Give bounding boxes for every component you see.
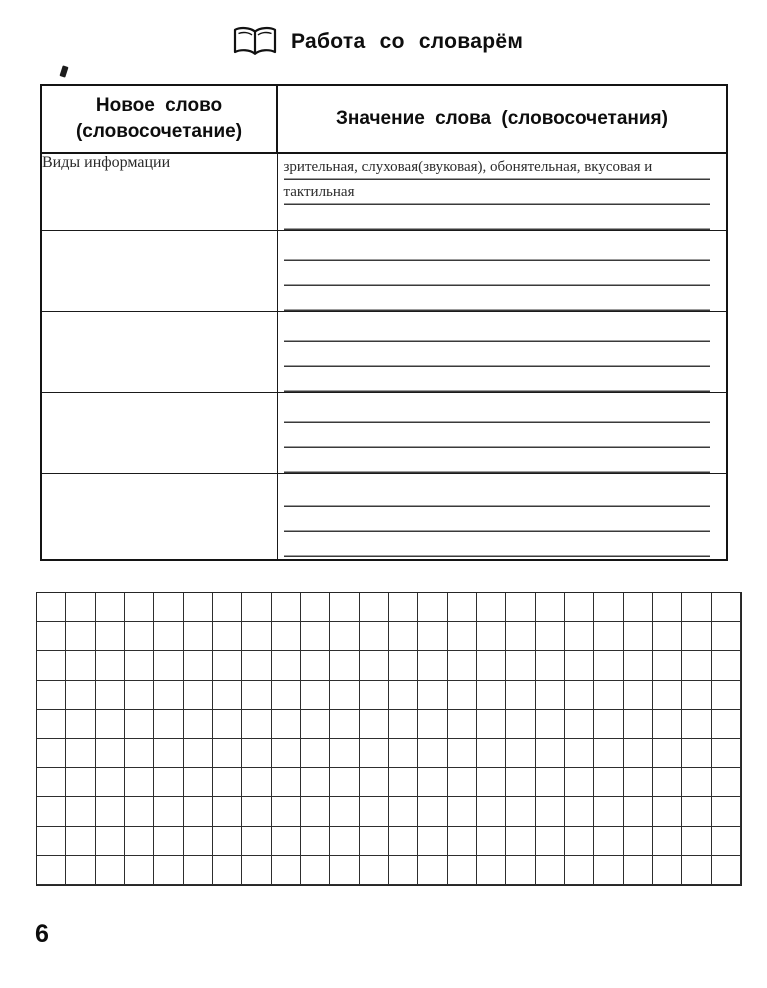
grid-cell <box>594 797 623 826</box>
grid-cell <box>242 622 271 651</box>
grid-cell <box>506 768 535 797</box>
grid-cell <box>37 768 66 797</box>
dictionary-table <box>40 84 728 561</box>
grid-cell <box>477 797 506 826</box>
grid-cell <box>418 651 447 680</box>
grid-cell <box>712 827 741 856</box>
grid-cell <box>66 593 95 622</box>
table-header-row <box>41 85 727 153</box>
squared-grid <box>36 592 742 886</box>
grid-cell <box>360 768 389 797</box>
grid-cell <box>594 622 623 651</box>
grid-cell <box>653 710 682 739</box>
grid-cell <box>301 593 330 622</box>
grid-cell <box>96 739 125 768</box>
grid-cell <box>682 797 711 826</box>
grid-cell <box>653 827 682 856</box>
grid-cell <box>272 681 301 710</box>
grid-cell <box>330 797 359 826</box>
grid-cell <box>682 651 711 680</box>
grid-cell <box>448 710 477 739</box>
grid-cell <box>624 768 653 797</box>
grid-cell <box>66 681 95 710</box>
grid-cell <box>506 856 535 885</box>
grid-cell <box>565 681 594 710</box>
grid-cell <box>330 827 359 856</box>
meaning-cell <box>277 153 727 231</box>
grid-cell <box>418 768 447 797</box>
grid-cell <box>594 768 623 797</box>
grid-cell <box>96 827 125 856</box>
meaning-cell <box>277 312 727 393</box>
grid-cell <box>37 593 66 622</box>
grid-cell <box>213 827 242 856</box>
grid-cell <box>213 797 242 826</box>
grid-cell <box>66 856 95 885</box>
grid-cell <box>682 681 711 710</box>
grid-cell <box>448 739 477 768</box>
grid-cell <box>360 593 389 622</box>
grid-cell <box>213 710 242 739</box>
grid-cell <box>37 622 66 651</box>
grid-cell <box>536 593 565 622</box>
grid-cell <box>213 681 242 710</box>
grid-cell <box>242 827 271 856</box>
grid-cell <box>712 797 741 826</box>
grid-cell <box>653 856 682 885</box>
grid-cell <box>272 651 301 680</box>
grid-cell <box>448 768 477 797</box>
grid-cell <box>506 710 535 739</box>
grid-cell <box>37 710 66 739</box>
grid-cell <box>330 710 359 739</box>
grid-cell <box>301 827 330 856</box>
grid-cell <box>536 827 565 856</box>
grid-cell <box>37 739 66 768</box>
grid-cell <box>506 651 535 680</box>
grid-cell <box>448 651 477 680</box>
grid-cell <box>418 622 447 651</box>
grid-cell <box>125 681 154 710</box>
grid-cell <box>301 797 330 826</box>
grid-cell <box>184 622 213 651</box>
grid-cell <box>272 739 301 768</box>
grid-cell <box>448 593 477 622</box>
grid-cell <box>712 681 741 710</box>
page-number: 6 <box>35 920 49 948</box>
blank-write-lines <box>284 236 711 311</box>
grid-cell <box>624 593 653 622</box>
grid-cell <box>360 710 389 739</box>
grid-cell <box>330 739 359 768</box>
grid-cell <box>506 681 535 710</box>
grid-cell <box>653 681 682 710</box>
grid-cell <box>653 651 682 680</box>
grid-cell <box>154 768 183 797</box>
grid-cell <box>330 856 359 885</box>
grid-cell <box>448 856 477 885</box>
grid-cell <box>125 622 154 651</box>
grid-cell <box>594 827 623 856</box>
grid-cell <box>682 710 711 739</box>
grid-cell <box>712 739 741 768</box>
grid-cell <box>389 768 418 797</box>
grid-cell <box>594 856 623 885</box>
grid-cell <box>682 622 711 651</box>
grid-cell <box>154 710 183 739</box>
grid-cell <box>389 710 418 739</box>
grid-cell <box>154 651 183 680</box>
grid-cell <box>184 681 213 710</box>
grid-cell <box>418 593 447 622</box>
grid-cell <box>418 797 447 826</box>
grid-cell <box>96 768 125 797</box>
grid-cell <box>418 827 447 856</box>
grid-cell <box>477 622 506 651</box>
grid-cell <box>477 681 506 710</box>
blank-write-lines <box>284 482 711 557</box>
grid-cell <box>330 593 359 622</box>
meaning-text: зрительная, слуховая(звуковая), обонятельная, вкусовая и тактильная <box>284 155 711 230</box>
grid-cell <box>330 622 359 651</box>
word-cell: Виды информации <box>41 153 277 231</box>
grid-cell <box>360 622 389 651</box>
blank-write-lines <box>284 317 711 392</box>
grid-cell <box>712 710 741 739</box>
blank-write-lines <box>284 398 711 473</box>
grid-cell <box>154 681 183 710</box>
grid-cell <box>213 856 242 885</box>
grid-cell <box>682 593 711 622</box>
grid-cell <box>272 856 301 885</box>
grid-cell <box>536 651 565 680</box>
grid-cell <box>477 710 506 739</box>
grid-cell <box>184 739 213 768</box>
grid-cell <box>594 681 623 710</box>
meaning-cell <box>277 231 727 312</box>
grid-cell <box>506 827 535 856</box>
grid-cell <box>653 593 682 622</box>
grid-cell <box>682 739 711 768</box>
grid-cell <box>154 622 183 651</box>
grid-cell <box>536 710 565 739</box>
grid-cell <box>594 739 623 768</box>
grid-cell <box>565 710 594 739</box>
grid-cell <box>154 739 183 768</box>
grid-cell <box>66 768 95 797</box>
grid-cell <box>360 856 389 885</box>
grid-cell <box>37 827 66 856</box>
grid-cell <box>624 622 653 651</box>
column-header-meaning: Значение слова (словосочетания) <box>277 85 727 153</box>
grid-cell <box>272 768 301 797</box>
page-title: Работа со словарём <box>291 30 524 53</box>
grid-cell <box>448 827 477 856</box>
grid-cell <box>418 710 447 739</box>
grid-cell <box>360 739 389 768</box>
word-cell <box>41 393 277 474</box>
grid-cell <box>330 681 359 710</box>
meaning-cell <box>277 393 727 474</box>
grid-cell <box>624 739 653 768</box>
grid-cell <box>565 739 594 768</box>
grid-cell <box>66 710 95 739</box>
grid-cell <box>184 710 213 739</box>
meaning-cell <box>277 474 727 561</box>
grid-cell <box>301 651 330 680</box>
grid-cell <box>154 593 183 622</box>
grid-cell <box>125 827 154 856</box>
word-cell <box>41 474 277 561</box>
grid-cell <box>389 681 418 710</box>
grid-cell <box>506 622 535 651</box>
grid-cell <box>653 768 682 797</box>
grid-cell <box>213 622 242 651</box>
grid-cell <box>66 622 95 651</box>
grid-cell <box>536 622 565 651</box>
grid-cell <box>125 856 154 885</box>
grid-cell <box>125 797 154 826</box>
grid-cell <box>565 768 594 797</box>
grid-cell <box>272 622 301 651</box>
grid-cell <box>330 651 359 680</box>
page-header <box>232 26 523 58</box>
grid-cell <box>624 827 653 856</box>
grid-cell <box>536 739 565 768</box>
grid-cell <box>242 593 271 622</box>
grid-cell <box>66 739 95 768</box>
grid-cell <box>624 651 653 680</box>
table-row <box>41 474 727 561</box>
grid-cell <box>272 827 301 856</box>
grid-cell <box>184 827 213 856</box>
grid-cell <box>37 681 66 710</box>
grid-cell <box>125 593 154 622</box>
grid-cell <box>272 593 301 622</box>
grid-cell <box>565 797 594 826</box>
grid-cell <box>242 739 271 768</box>
grid-cell <box>96 856 125 885</box>
grid-cell <box>242 651 271 680</box>
grid-cell <box>184 593 213 622</box>
grid-cell <box>506 797 535 826</box>
grid-cell <box>477 827 506 856</box>
grid-cell <box>653 739 682 768</box>
grid-cell <box>389 797 418 826</box>
grid-cell <box>301 739 330 768</box>
grid-cell <box>389 622 418 651</box>
grid-cell <box>360 681 389 710</box>
grid-cell <box>624 856 653 885</box>
grid-cell <box>66 797 95 826</box>
column-header-word: Новое слово (словосочетание) <box>41 85 277 153</box>
grid-cell <box>125 710 154 739</box>
grid-cell <box>506 593 535 622</box>
grid-cell <box>184 856 213 885</box>
grid-cell <box>624 797 653 826</box>
grid-cell <box>682 827 711 856</box>
grid-cell <box>389 651 418 680</box>
grid-cell <box>37 651 66 680</box>
grid-cell <box>66 827 95 856</box>
grid-cell <box>96 681 125 710</box>
grid-cell <box>154 856 183 885</box>
grid-cell <box>448 622 477 651</box>
grid-cell <box>448 797 477 826</box>
grid-cell <box>565 622 594 651</box>
grid-cell <box>448 681 477 710</box>
grid-cell <box>125 768 154 797</box>
grid-cell <box>213 593 242 622</box>
grid-cell <box>477 856 506 885</box>
grid-cell <box>565 593 594 622</box>
grid-cell <box>594 710 623 739</box>
grid-cell <box>242 681 271 710</box>
grid-cell <box>242 710 271 739</box>
grid-cell <box>712 651 741 680</box>
grid-cell <box>66 651 95 680</box>
grid-cell <box>154 797 183 826</box>
grid-cell <box>389 739 418 768</box>
grid-cell <box>360 651 389 680</box>
table-row <box>41 312 727 393</box>
grid-cell <box>184 797 213 826</box>
grid-cell <box>213 739 242 768</box>
grid-cell <box>154 827 183 856</box>
grid-cell <box>96 593 125 622</box>
grid-cell <box>536 681 565 710</box>
grid-cell <box>184 768 213 797</box>
table-row <box>41 393 727 474</box>
word-cell <box>41 312 277 393</box>
grid-cell <box>301 710 330 739</box>
grid-cell <box>125 651 154 680</box>
grid-cell <box>184 651 213 680</box>
table-row <box>41 231 727 312</box>
grid-cell <box>624 710 653 739</box>
grid-cell <box>301 622 330 651</box>
grid-cell <box>536 797 565 826</box>
grid-cell <box>624 681 653 710</box>
grid-cell <box>594 651 623 680</box>
grid-cell <box>242 797 271 826</box>
grid-cell <box>301 856 330 885</box>
grid-cell <box>565 651 594 680</box>
grid-cell <box>418 856 447 885</box>
grid-cell <box>536 768 565 797</box>
open-book-icon <box>232 26 278 58</box>
grid-cell <box>360 827 389 856</box>
table-row <box>41 153 727 231</box>
grid-cell <box>536 856 565 885</box>
grid-cell <box>682 856 711 885</box>
grid-cell <box>712 768 741 797</box>
grid-cell <box>37 856 66 885</box>
scan-artifact <box>59 65 68 77</box>
grid-cell <box>330 768 359 797</box>
grid-cell <box>653 622 682 651</box>
grid-cell <box>272 710 301 739</box>
grid-cell <box>594 593 623 622</box>
grid-cell <box>653 797 682 826</box>
grid-cell <box>565 827 594 856</box>
grid-cell <box>213 768 242 797</box>
grid-cell <box>712 622 741 651</box>
grid-cell <box>565 856 594 885</box>
grid-cell <box>712 593 741 622</box>
grid-cell <box>96 622 125 651</box>
grid-cell <box>125 739 154 768</box>
grid-cell <box>242 856 271 885</box>
grid-cell <box>96 710 125 739</box>
grid-cell <box>301 768 330 797</box>
grid-cell <box>389 856 418 885</box>
grid-cell <box>96 797 125 826</box>
grid-cell <box>477 739 506 768</box>
grid-cell <box>213 651 242 680</box>
grid-cell <box>682 768 711 797</box>
grid-cell <box>389 593 418 622</box>
grid-cell <box>506 739 535 768</box>
grid-cell <box>242 768 271 797</box>
grid-cell <box>477 651 506 680</box>
grid-cell <box>418 739 447 768</box>
grid-cell <box>37 797 66 826</box>
grid-cell <box>96 651 125 680</box>
grid-cell <box>477 768 506 797</box>
grid-cell <box>272 797 301 826</box>
grid-cell <box>712 856 741 885</box>
word-cell <box>41 231 277 312</box>
grid-cell <box>418 681 447 710</box>
grid-cell <box>477 593 506 622</box>
grid-cell <box>389 827 418 856</box>
grid-cell <box>301 681 330 710</box>
grid-cell <box>360 797 389 826</box>
